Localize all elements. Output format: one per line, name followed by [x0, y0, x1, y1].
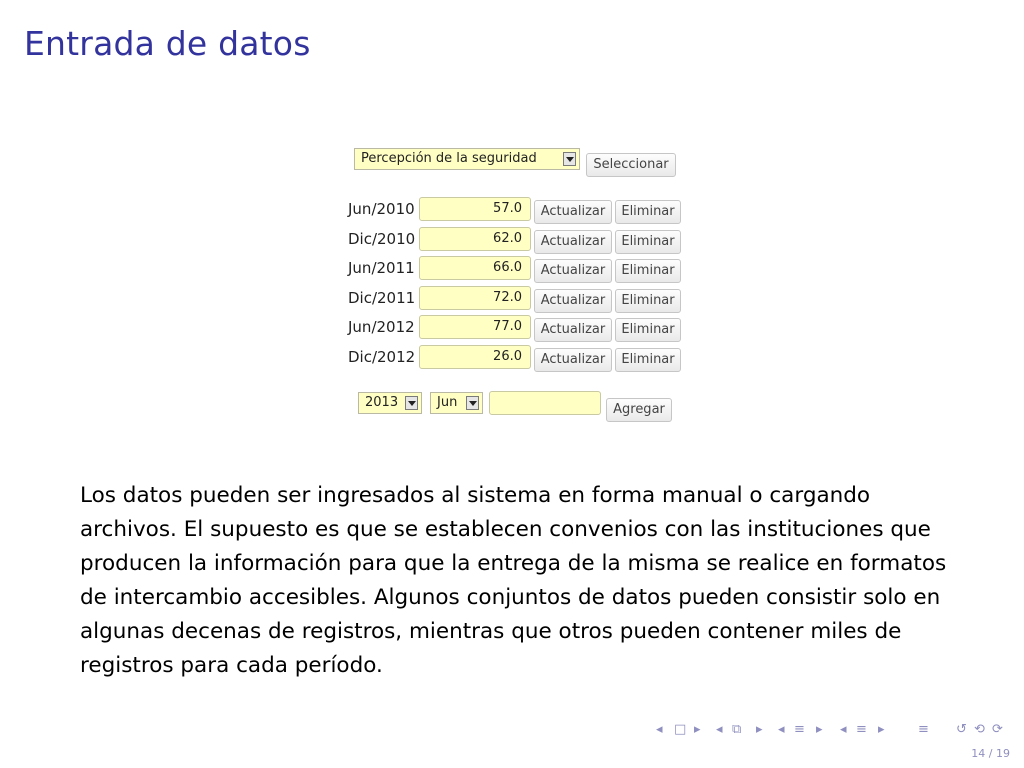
nav-left-arrow-icon[interactable]: ◂ [778, 722, 785, 737]
delete-button[interactable]: Eliminar [615, 318, 681, 342]
delete-button[interactable]: Eliminar [615, 289, 681, 313]
dropdown-arrow-icon[interactable] [466, 396, 479, 410]
value-input[interactable]: 57.0 [419, 197, 531, 221]
value-input[interactable]: 26.0 [419, 345, 531, 369]
update-button[interactable]: Actualizar [534, 230, 612, 254]
new-value-input[interactable] [489, 391, 601, 415]
period-label: Jun/2012 [348, 318, 415, 336]
nav-right-arrow-icon[interactable]: ▸ [816, 722, 823, 737]
nav-forward-icon[interactable]: ⟳ [992, 722, 1003, 737]
select-button[interactable]: Seleccionar [586, 153, 676, 177]
year-select-value: 2013 [365, 395, 399, 410]
year-select[interactable] [358, 392, 422, 414]
update-button[interactable]: Actualizar [534, 259, 612, 283]
period-label: Dic/2012 [348, 348, 416, 366]
value-input[interactable]: 77.0 [419, 315, 531, 339]
nav-document-icon[interactable]: ≡ [856, 722, 867, 737]
update-button[interactable]: Actualizar [534, 348, 612, 372]
update-button[interactable]: Actualizar [534, 318, 612, 342]
delete-button[interactable]: Eliminar [615, 230, 681, 254]
nav-frame-icon[interactable]: □ [674, 722, 687, 737]
nav-left-arrow-icon[interactable]: ◂ [840, 722, 847, 737]
period-label: Dic/2010 [348, 230, 416, 248]
slide-body-text: Los datos pueden ser ingresados al sistema en forma manual o cargando archivos. El supuesto es que se establecen convenios con las instituciones que producen la información para que la entrega de la misma se realice en formatos de intercambio accesibles. Algunos conjuntos de datos pueden consistir solo en algunas decenas de registros, mientras que otros pueden contener miles de registros para cada período. [80, 483, 947, 678]
update-button[interactable]: Actualizar [534, 200, 612, 224]
update-button[interactable]: Actualizar [534, 289, 612, 313]
indicator-select-value: Percepción de la seguridad [361, 151, 537, 166]
nav-back-icon[interactable]: ⟲ [974, 722, 985, 737]
nav-subsection-icon[interactable]: ⧉ [732, 722, 742, 737]
month-select-value: Jun [437, 395, 458, 410]
period-label: Dic/2011 [348, 289, 416, 307]
value-input[interactable]: 66.0 [419, 256, 531, 280]
value-input[interactable]: 72.0 [419, 286, 531, 310]
nav-section-icon[interactable]: ≡ [794, 722, 805, 737]
delete-button[interactable]: Eliminar [615, 348, 681, 372]
nav-right-arrow-icon[interactable]: ▸ [694, 722, 701, 737]
add-button[interactable]: Agregar [606, 398, 672, 422]
nav-appendix-icon[interactable]: ≡ [918, 722, 929, 737]
period-label: Jun/2010 [348, 200, 415, 218]
dropdown-arrow-icon[interactable] [405, 396, 418, 410]
nav-left-arrow-icon[interactable]: ◂ [656, 722, 663, 737]
slide-title: Entrada de datos [24, 24, 311, 63]
month-select[interactable] [430, 392, 483, 414]
period-label: Jun/2011 [348, 259, 415, 277]
beamer-navigation [656, 722, 1016, 742]
dropdown-arrow-icon[interactable] [563, 152, 576, 166]
nav-search-icon[interactable]: ↺ [956, 722, 967, 737]
delete-button[interactable]: Eliminar [615, 200, 681, 224]
delete-button[interactable]: Eliminar [615, 259, 681, 283]
page-number: 14 / 19 [971, 747, 1010, 760]
nav-right-arrow-icon[interactable]: ▸ [878, 722, 885, 737]
indicator-select[interactable] [354, 148, 580, 170]
nav-right-arrow-icon[interactable]: ▸ [756, 722, 763, 737]
value-input[interactable]: 62.0 [419, 227, 531, 251]
nav-left-arrow-icon[interactable]: ◂ [716, 722, 723, 737]
